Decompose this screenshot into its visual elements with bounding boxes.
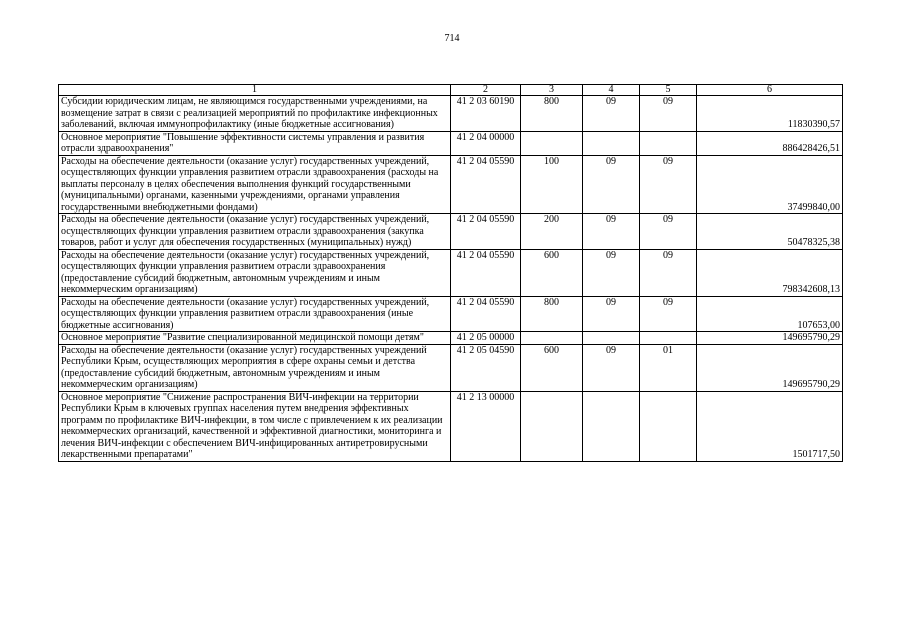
row-section-cell xyxy=(583,332,640,345)
row-subsection-cell: 09 xyxy=(640,249,697,296)
row-section-cell xyxy=(583,391,640,461)
budget-table xyxy=(58,84,843,462)
row-name-cell: Расходы на обеспечение деятельности (оказание услуг) государственных учреждений, осуществляющих функции управления развитием отрасли здравоохранения (иные бюджетные ассигнования) xyxy=(59,296,451,332)
table-header-row xyxy=(59,85,843,96)
row-subsection-cell: 01 xyxy=(640,344,697,391)
row-amount-cell: 11830390,57 xyxy=(697,96,843,132)
column-header-2: 2 xyxy=(451,85,521,96)
row-section-cell xyxy=(583,131,640,155)
row-code-cell: 41 2 04 05590 xyxy=(451,296,521,332)
row-subsection-cell: 09 xyxy=(640,155,697,214)
row-subsection-cell xyxy=(640,391,697,461)
row-code-cell: 41 2 05 00000 xyxy=(451,332,521,345)
row-amount-cell: 37499840,00 xyxy=(697,155,843,214)
table-row xyxy=(59,296,843,332)
row-code-cell: 41 2 04 05590 xyxy=(451,214,521,250)
row-section-cell: 09 xyxy=(583,344,640,391)
table-row xyxy=(59,249,843,296)
column-header-4: 4 xyxy=(583,85,640,96)
column-header-3: 3 xyxy=(521,85,583,96)
table-row xyxy=(59,155,843,214)
row-expense-type-cell xyxy=(521,332,583,345)
column-header-6: 6 xyxy=(697,85,843,96)
row-code-cell: 41 2 04 05590 xyxy=(451,155,521,214)
table-row xyxy=(59,96,843,132)
table-row xyxy=(59,131,843,155)
row-amount-cell: 149695790,29 xyxy=(697,344,843,391)
row-amount-cell: 798342608,13 xyxy=(697,249,843,296)
row-code-cell: 41 2 03 60190 xyxy=(451,96,521,132)
row-name-cell: Расходы на обеспечение деятельности (оказание услуг) государственных учреждений, осуществляющих функции управления развитием отрасли здравоохранения (закупка товаров, работ и услуг для обеспечения государственных (муниципальных) нужд) xyxy=(59,214,451,250)
row-code-cell: 41 2 04 05590 xyxy=(451,249,521,296)
row-code-cell: 41 2 05 04590 xyxy=(451,344,521,391)
table-row xyxy=(59,214,843,250)
row-expense-type-cell: 100 xyxy=(521,155,583,214)
row-amount-cell: 50478325,38 xyxy=(697,214,843,250)
row-name-cell: Основное мероприятие "Повышение эффективности системы управления и развития отрасли здравоохранения" xyxy=(59,131,451,155)
row-name-cell: Основное мероприятие "Развитие специализированной медицинской помощи детям" xyxy=(59,332,451,345)
row-code-cell: 41 2 13 00000 xyxy=(451,391,521,461)
row-name-cell: Расходы на обеспечение деятельности (оказание услуг) государственных учреждений Республики Крым, осуществляющих мероприятия в сфере охраны семьи и детства (предоставление субсидий бюджетным, автономным учреждениям и иным некоммерческим организациям) xyxy=(59,344,451,391)
row-section-cell: 09 xyxy=(583,96,640,132)
page-number: 714 xyxy=(444,33,460,44)
row-expense-type-cell: 600 xyxy=(521,249,583,296)
row-section-cell: 09 xyxy=(583,249,640,296)
row-subsection-cell: 09 xyxy=(640,296,697,332)
row-section-cell: 09 xyxy=(583,155,640,214)
row-name-cell: Расходы на обеспечение деятельности (оказание услуг) государственных учреждений, осуществляющих функции управления развитием отрасли здравоохранения (расходы на выплаты персоналу в целях обеспечения выполнения функций государственными (муниципальными) органами, казенными учреждениями, органами управления государственными внебюджетными фондами) xyxy=(59,155,451,214)
row-code-cell: 41 2 04 00000 xyxy=(451,131,521,155)
row-subsection-cell: 09 xyxy=(640,96,697,132)
row-name-cell: Основное мероприятие "Снижение распространения ВИЧ-инфекции на территории Республики Крым в ключевых группах населения путем внедрения эффективных программ по профилактике ВИЧ-инфекции, в том числе с привлечением к их реализации некоммерческих организаций, качественной и эффективной диагностики, мониторинга и лечения ВИЧ-инфекции с обеспечением ВИЧ-инфицированных антиретровирусными лекарственными препаратами" xyxy=(59,391,451,461)
row-subsection-cell: 09 xyxy=(640,214,697,250)
table-row xyxy=(59,332,843,345)
row-amount-cell: 886428426,51 xyxy=(697,131,843,155)
row-amount-cell: 1501717,50 xyxy=(697,391,843,461)
row-name-cell: Субсидии юридическим лицам, не являющимся государственными учреждениями, на возмещение затрат в связи с реализацией мероприятий по профилактике инфекционных заболеваний, включая иммунопрофилактику (иные бюджетные ассигнования) xyxy=(59,96,451,132)
row-expense-type-cell: 200 xyxy=(521,214,583,250)
row-expense-type-cell: 800 xyxy=(521,296,583,332)
column-header-5: 5 xyxy=(640,85,697,96)
row-amount-cell: 149695790,29 xyxy=(697,332,843,345)
table-row xyxy=(59,391,843,461)
row-amount-cell: 107653,00 xyxy=(697,296,843,332)
row-subsection-cell xyxy=(640,131,697,155)
row-section-cell: 09 xyxy=(583,214,640,250)
row-expense-type-cell xyxy=(521,131,583,155)
column-header-1: 1 xyxy=(59,85,451,96)
row-expense-type-cell xyxy=(521,391,583,461)
row-name-cell: Расходы на обеспечение деятельности (оказание услуг) государственных учреждений, осуществляющих функции управления развитием отрасли здравоохранения (предоставление субсидий бюджетным, автономным учреждениям и иным некоммерческим организациям) xyxy=(59,249,451,296)
row-section-cell: 09 xyxy=(583,296,640,332)
row-expense-type-cell: 800 xyxy=(521,96,583,132)
row-subsection-cell xyxy=(640,332,697,345)
table-row xyxy=(59,344,843,391)
row-expense-type-cell: 600 xyxy=(521,344,583,391)
